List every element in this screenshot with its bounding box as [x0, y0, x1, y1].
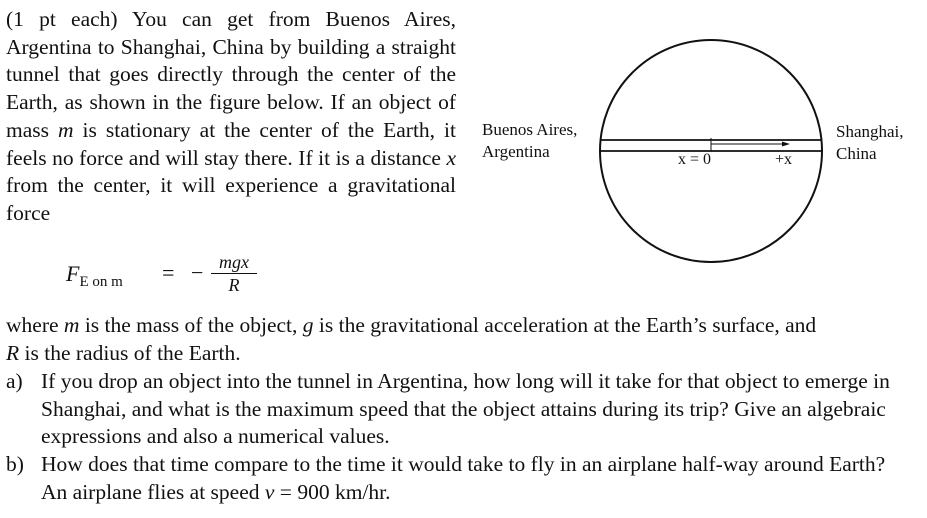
mass-symbol-2: m — [63, 313, 80, 337]
speed-value: 900 km/hr. — [297, 479, 391, 504]
radius-symbol: R — [6, 340, 20, 365]
question-b-body: How does that time compare to the time it would take to fly in an airplane half-way around Earth? An airplane flies at speed v = 900 km/hr. — [41, 452, 886, 504]
question-a-label: a) — [6, 369, 23, 393]
problem-intro — [6, 6, 456, 228]
intro-text-2: is stationary at the center of the Earth, it feels no force and will stay there. If it is a distance — [6, 117, 456, 170]
force-equation — [66, 252, 286, 303]
gravity-symbol: g — [302, 313, 314, 337]
variable-definitions: where m is the mass of the object, g is the gravitational acceleration at the Earth’s surface, and R is the radius of the Earth. — [6, 313, 817, 365]
equals-sign: = — [162, 260, 175, 285]
distance-symbol: x — [446, 145, 456, 170]
fraction-numerator: mgx — [219, 252, 249, 272]
question-b-text: How does that time compare to the time it would take to fly in an airplane half-way around Earth? An airplane flies at speed — [41, 452, 886, 504]
fraction-denominator: R — [228, 275, 240, 295]
intro-text-1: (1 pt each) You can get from Buenos Aires, Argentina to Shanghai, China by building a straight tunnel that goes directly through the center of the Earth, as shown in the figure below. If an object of mass — [6, 7, 456, 142]
force-fraction — [207, 251, 261, 296]
question-a-text: If you drop an object into the tunnel in Argentina, how long will it take for that object to emerge in Shanghai, and what is the maximum speed that the object attains during its trip? Give an algebraic expressions and also a numerical values. — [41, 369, 890, 449]
question-b-label: b) — [6, 452, 24, 476]
force-symbol: $F_{E on m}$ — [66, 261, 123, 290]
intro-text-3: from the center, it will experience a gravitational force — [6, 173, 456, 225]
buenos-aires-label: Buenos Aires, Argentina — [482, 120, 578, 161]
shanghai-label: Shanghai, China — [836, 122, 904, 163]
minus-sign: − — [191, 260, 204, 285]
speed-symbol: v — [264, 479, 275, 504]
mass-symbol: m — [58, 117, 74, 142]
x-zero-label: x = 0 — [678, 151, 712, 168]
x-axis-arrowhead — [782, 142, 790, 147]
earth-tunnel-figure — [470, 30, 920, 270]
plus-x-label: +x — [775, 151, 793, 168]
force-subscript: E on m — [79, 274, 123, 290]
